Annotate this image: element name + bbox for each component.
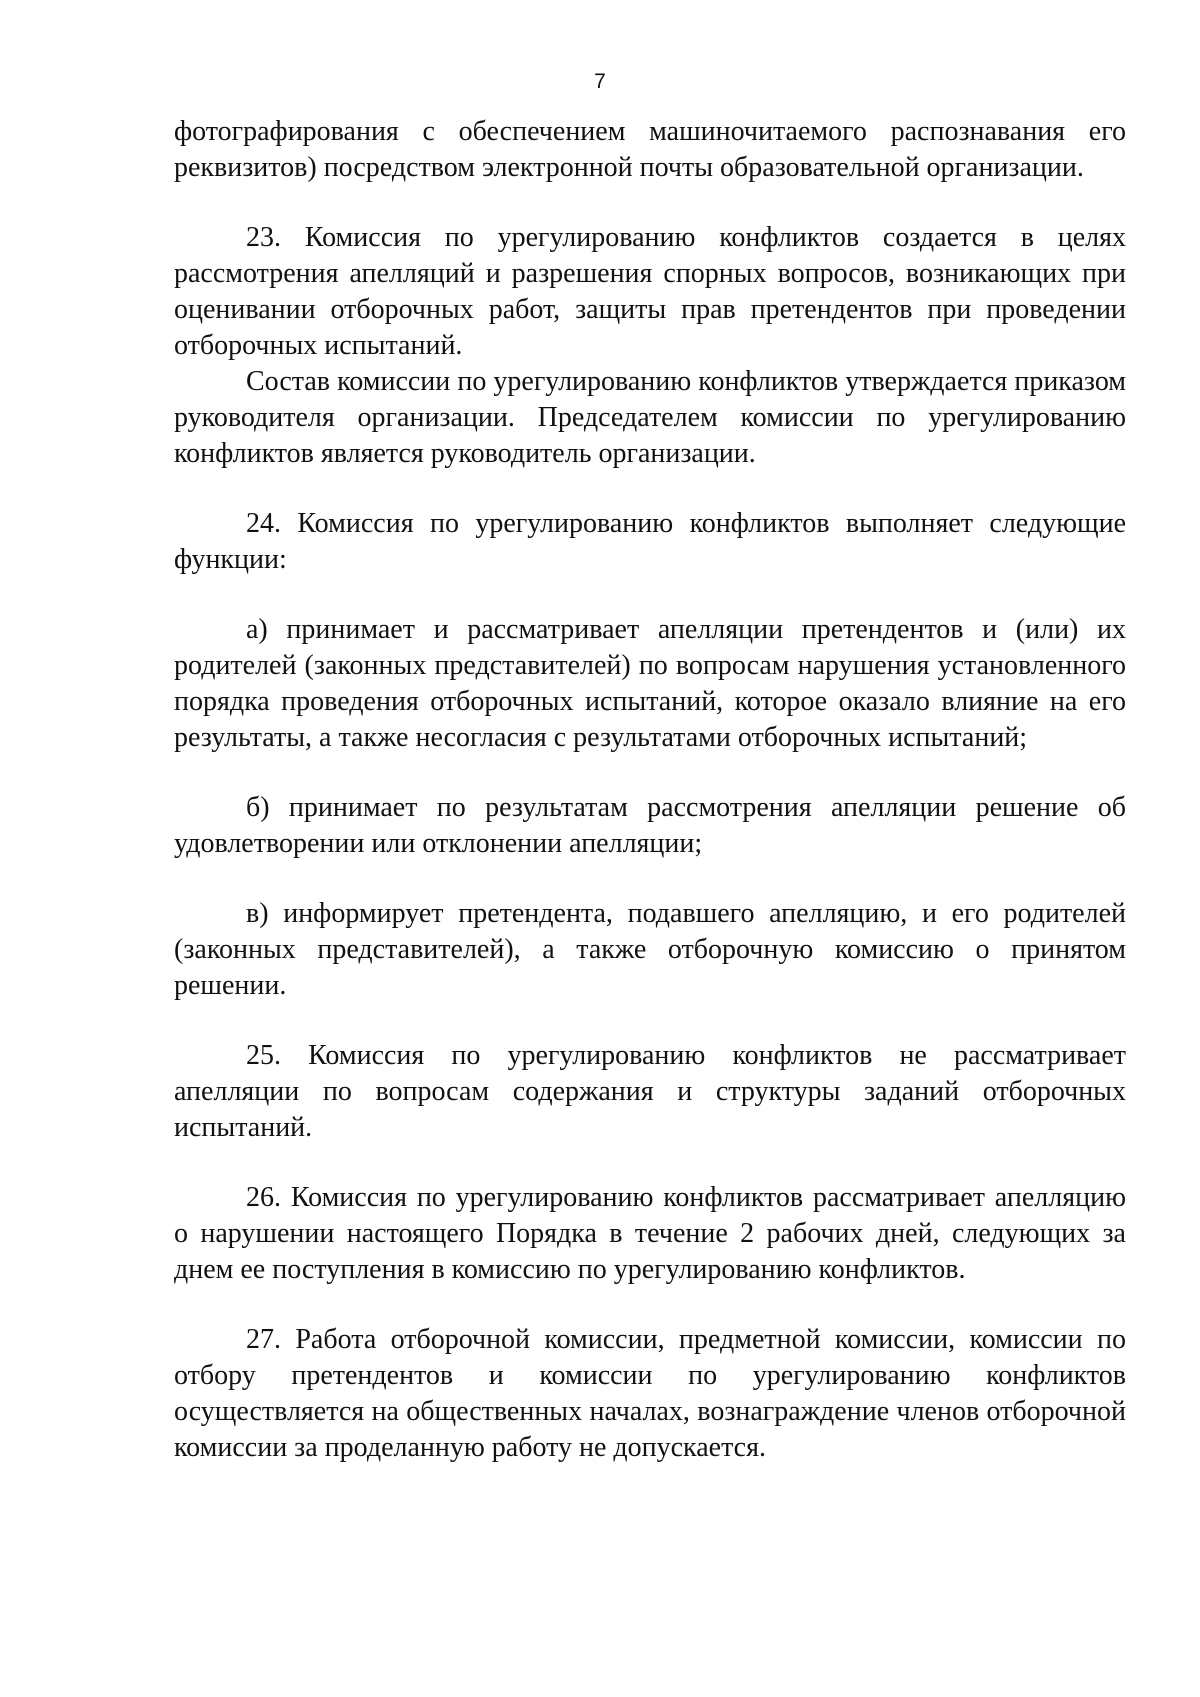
paragraph-27: 27. Работа отборочной комиссии, предметной комиссии, комиссии по отбору претендентов и комиссии по урегулированию конфликтов осуществляется на общественных началах, вознаграждение членов отборочной комиссии за проделанную работу не допускается. xyxy=(174,1324,1126,1463)
page-number: 7 xyxy=(594,70,606,93)
paragraph-25: 25. Комиссия по урегулированию конфликтов не рассматривает апелляции по вопросам содержания и структуры заданий отборочных испытаний. xyxy=(174,1040,1126,1143)
paragraph-23-composition: Состав комиссии по урегулированию конфликтов утверждается приказом руководителя организации. Председателем комиссии по урегулированию конфликтов является руководитель организации. xyxy=(174,366,1126,469)
paragraph-23: 23. Комиссия по урегулированию конфликтов создается в целях рассмотрения апелляций и разрешения спорных вопросов, возникающих при оценивании отборочных работ, защиты прав претендентов при проведении отборочных испытаний. xyxy=(174,222,1126,361)
paragraph-24: 24. Комиссия по урегулированию конфликтов выполняет следующие функции: xyxy=(174,508,1126,575)
paragraph-24-c: в) информирует претендента, подавшего апелляцию, и его родителей (законных представителей), а также отборочную комиссию о принятом решении. xyxy=(174,898,1126,1001)
paragraph-24-a: а) принимает и рассматривает апелляции претендентов и (или) их родителей (законных представителей) по вопросам нарушения установленного порядка проведения отборочных испытаний, которое оказало влияние на его результаты, а также несогласия с результатами отборочных испытаний; xyxy=(174,614,1126,753)
paragraph-24-b: б) принимает по результатам рассмотрения апелляции решение об удовлетворении или отклонении апелляции; xyxy=(174,792,1126,859)
document-body xyxy=(174,114,1126,1466)
paragraph-26: 26. Комиссия по урегулированию конфликтов рассматривает апелляцию о нарушении настоящего Порядка в течение 2 рабочих дней, следующих за днем ее поступления в комиссию по урегулированию конфликтов. xyxy=(174,1182,1126,1285)
paragraph-continuation: фотографирования с обеспечением машиночитаемого распознавания его реквизитов) посредством электронной почты образовательной организации. xyxy=(174,116,1126,183)
